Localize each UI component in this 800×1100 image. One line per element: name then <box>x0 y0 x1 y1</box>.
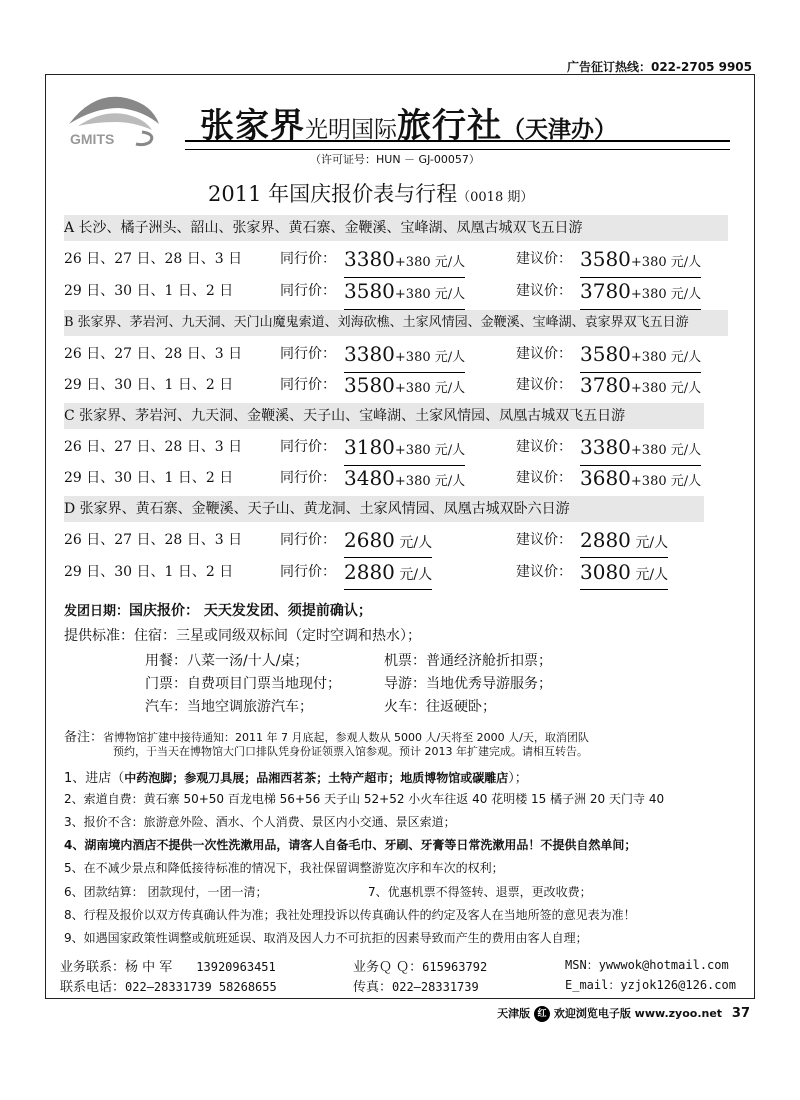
peer-price-label: 同行价： <box>280 283 336 299</box>
date-range: 29 日、30 日、1 日、2 日 <box>64 283 234 299</box>
peer-price: 3480+380 元/人 <box>344 465 465 497</box>
suggested-price-label: 建议价： <box>516 532 572 548</box>
remark-line2: 预约，于当天在博物馆大门口排队凭身份证领票入馆参观。预计 2013 年扩建完成。请相互转告。 <box>113 745 588 758</box>
departure-text: 国庆报价： 天天发发团、须提前确认； <box>129 603 372 619</box>
date-range: 26 日、27 日、28 日、3 日 <box>64 439 243 455</box>
page-title <box>208 178 533 208</box>
date-range: 29 日、30 日、1 日、2 日 <box>64 564 234 580</box>
peer-price: 2880 元/人 <box>344 559 432 590</box>
price-row <box>64 434 724 460</box>
suggested-price: 2880 元/人 <box>580 527 668 558</box>
page-footer <box>497 1005 750 1022</box>
note-5: 5、在不减少景点和降低接待标准的情况下，我社保留调整游览次序和车次的权利； <box>64 861 504 875</box>
fax-contact: 传真：022—28331739 <box>353 980 479 995</box>
note-8: 8、行程及报价以双方传真确认件为准；我社处理投诉以传真确认件的约定及客人在当地所签的意见表为准！ <box>64 908 636 922</box>
header-rule-bottom <box>185 149 730 150</box>
note-7: 7、优惠机票不得签转、退票，更改收费； <box>368 885 592 899</box>
guide: 导游：当地优秀导游服务； <box>384 676 552 692</box>
brand-guangming: 光明国际 <box>305 117 397 143</box>
suggested-price: 3380+380 元/人 <box>580 434 701 466</box>
email-address: yzjok126@126.com <box>620 978 736 992</box>
msn-address: ywwwok@hotmail.com <box>598 958 729 972</box>
peer-price: 3180+380 元/人 <box>344 434 465 466</box>
phone-number: 022—28331739 58268655 <box>125 980 277 994</box>
footer-website: 欢迎浏览电子版 www.zyoo.net <box>553 1007 723 1020</box>
suggested-price: 3580+380 元/人 <box>580 341 701 373</box>
peer-price: 3380+380 元/人 <box>344 341 465 373</box>
edition-badge: 红 <box>534 1006 550 1022</box>
peer-price: 3380+380 元/人 <box>344 246 465 278</box>
peer-price-label: 同行价： <box>280 532 336 548</box>
email-contact: E_mail：yzjok126@126.com <box>565 978 736 992</box>
gmits-logo <box>64 86 164 148</box>
peer-price-label: 同行价： <box>280 470 336 486</box>
date-range: 26 日、27 日、28 日、3 日 <box>64 346 243 362</box>
route-b-title: B 张家界、茅岩河、九天洞、天门山魔鬼索道、刘海砍樵、土家风情园、金鞭溪、宝峰湖、袁家界双飞五日游 <box>64 310 728 336</box>
standards-label: 提供标准： <box>64 628 134 644</box>
suggested-price-label: 建议价： <box>516 564 572 580</box>
air-tickets: 机票：普通经济舱折扣票； <box>384 653 552 669</box>
brand-tianjin: （天津办） <box>502 117 617 143</box>
suggested-price-label: 建议价： <box>516 283 572 299</box>
suggested-price: 3080 元/人 <box>580 559 668 590</box>
suggested-price: 3580+380 元/人 <box>580 246 701 278</box>
date-range: 26 日、27 日、28 日、3 日 <box>64 532 243 548</box>
price-row <box>64 527 724 553</box>
peer-price: 3580+380 元/人 <box>344 372 465 404</box>
note-1: 1、进店（中药泡脚；参观刀具展；品湘西茗茶；土特产超市；地质博物馆或碳雕店）； <box>64 771 528 786</box>
peer-price-label: 同行价： <box>280 377 336 393</box>
note-3: 3、报价不含：旅游意外险、酒水、个人消费、景区内小交通、景区索道； <box>64 815 456 829</box>
business-contact: 业务联系：杨 中 军 13920963451 <box>60 960 276 975</box>
suggested-price-label: 建议价： <box>516 439 572 455</box>
price-row <box>64 372 724 398</box>
note-4: 4、湖南境内酒店不提供一次性洗漱用品，请客人自备毛巾、牙刷、牙膏等日常洗漱用品！不提供自然单间； <box>64 838 637 852</box>
standards-lodging <box>64 625 421 645</box>
remark-line1: 省博物馆扩建中接待通知：2011 年 7 月底起，参观人数从 5000 人/天将至 2000 人/天，取消团队 <box>103 731 589 744</box>
route-c-title: C 张家界、茅岩河、九天洞、金鞭溪、天子山、宝峰湖、土家风情园、凤凰古城双飞五日游 <box>64 403 704 429</box>
peer-price-label: 同行价： <box>280 346 336 362</box>
brand-lxs: 旅行社 <box>397 106 502 146</box>
fax-number: 022—28331739 <box>392 980 479 994</box>
route-a-title: A 长沙、橘子洲头、韶山、张家界、黄石寨、金鞭溪、宝峰湖、凤凰古城双飞五日游 <box>64 215 728 241</box>
license-number: （许可证号：HUN － GJ-00057） <box>310 153 480 166</box>
title-main: 2011 年国庆报价表与行程 <box>208 182 458 206</box>
suggested-price: 3780+380 元/人 <box>580 278 701 310</box>
qq-contact: 业务Ｑ Ｑ：615963792 <box>353 960 488 975</box>
issue-number: （0018 期） <box>457 190 534 205</box>
bus: 汽车：当地空调旅游汽车； <box>145 699 313 715</box>
departure-label: 发团日期： <box>64 604 130 619</box>
peer-price-label: 同行价： <box>280 439 336 455</box>
suggested-price-label: 建议价： <box>516 251 572 267</box>
peer-price: 2680 元/人 <box>344 527 432 558</box>
phone-contact: 联系电话：022—28331739 58268655 <box>60 980 277 995</box>
suggested-price: 3680+380 元/人 <box>580 465 701 497</box>
date-range: 29 日、30 日、1 日、2 日 <box>64 470 234 486</box>
peer-price-label: 同行价： <box>280 564 336 580</box>
suggested-price-label: 建议价： <box>516 470 572 486</box>
lodging: 住宿：三星或同级双标间（定时空调和热水）； <box>134 628 421 644</box>
date-range: 26 日、27 日、28 日、3 日 <box>64 251 243 267</box>
mobile-number: 13920963451 <box>196 960 276 974</box>
logo-text: GMITS <box>70 131 115 147</box>
price-row <box>64 278 724 304</box>
date-range: 29 日、30 日、1 日、2 日 <box>64 377 234 393</box>
entrance-tickets: 门票：自费项目门票当地现付； <box>145 676 341 692</box>
brand-zjj: 张家界 <box>200 106 305 146</box>
ad-hotline: 广告征订热线：022-2705 9905 <box>566 60 752 74</box>
qq-number: 615963792 <box>422 960 488 974</box>
note-9: 9、如遇国家政策性调整或航班延误、取消及因人力不可抗拒的因素导致而产生的费用由客人自理； <box>64 931 588 945</box>
note-6: 6、团款结算： 团款现付，一团一清； <box>64 885 268 899</box>
page-number: 37 <box>731 1006 750 1021</box>
edition-label: 天津版 <box>497 1007 531 1020</box>
departure-info <box>64 600 372 620</box>
suggested-price-label: 建议价： <box>516 346 572 362</box>
price-row <box>64 465 724 491</box>
route-d-title: D 张家界、黄石寨、金鞭溪、天子山、黄龙洞、土家风情园、凤凰古城双卧六日游 <box>64 496 704 522</box>
train: 火车：往返硬卧； <box>384 699 496 715</box>
suggested-price: 3780+380 元/人 <box>580 372 701 404</box>
price-row <box>64 559 724 585</box>
remark-label: 备注： <box>64 730 104 745</box>
peer-price-label: 同行价： <box>280 251 336 267</box>
price-row <box>64 341 724 367</box>
msn-contact: MSN：ywwwok@hotmail.com <box>565 958 729 972</box>
header-rule-top <box>185 140 730 142</box>
price-row <box>64 246 724 272</box>
peer-price: 3580+380 元/人 <box>344 278 465 310</box>
suggested-price-label: 建议价： <box>516 377 572 393</box>
meals: 用餐：八菜一汤/十人/桌； <box>145 653 309 669</box>
note-2: 2、索道自费：黄石寨 50+50 百龙电梯 56+56 天子山 52+52 小火车往返 40 花明楼 15 橘子洲 20 天门寺 40 <box>64 792 665 806</box>
